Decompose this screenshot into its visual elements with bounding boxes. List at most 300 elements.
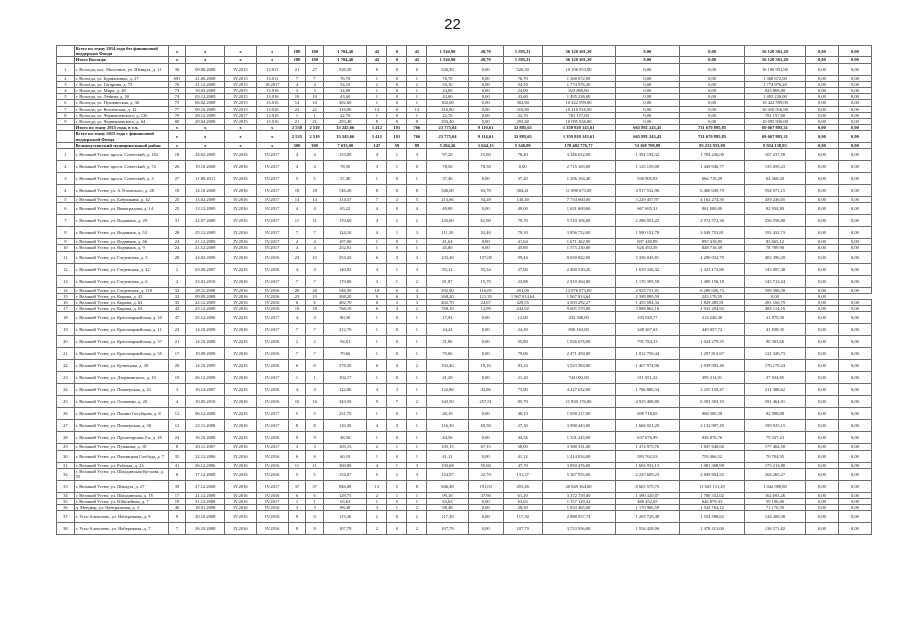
table-cell: 136 571,82 <box>744 523 805 535</box>
table-cell: IV.2015 <box>225 100 257 106</box>
table-cell: 0,00 <box>806 324 839 336</box>
table-cell: 0,00 <box>838 408 871 420</box>
table-cell: 0,00 <box>838 275 871 287</box>
table-cell: 16 <box>306 396 324 408</box>
table-cell: 4 <box>407 287 427 293</box>
table-cell: 49,00 <box>427 203 468 215</box>
table-cell: IV.2016 <box>225 287 257 293</box>
table-cell: 1 296 194,40 <box>542 173 615 185</box>
table-cell: 4 <box>367 420 387 432</box>
table-cell: 0,00 <box>806 306 839 312</box>
table-cell: 180 <box>288 57 306 63</box>
table-cell: 78,50 <box>468 161 503 173</box>
table-cell: 23 <box>306 251 324 263</box>
address-cell: г. Великий Устюг, ул. Пионерская, д. 30 <box>74 420 168 432</box>
table-cell: 2 <box>407 511 427 523</box>
subtotal-row <box>57 46 872 57</box>
table-cell: IV.2016 <box>256 251 288 263</box>
table-cell: 0,00 <box>806 251 839 263</box>
table-cell: 0,00 <box>838 149 871 161</box>
table-cell: 665 881 243,45 <box>615 125 680 131</box>
table-cell: 2 399 889,59 <box>615 293 680 299</box>
table-cell: IV.2016 <box>256 523 288 535</box>
table-cell: 9 605 570,00 <box>542 306 615 312</box>
table-cell: IV.2017 <box>256 215 288 227</box>
table-cell: 21 <box>288 119 306 125</box>
table-cell: 41,12 <box>427 450 468 462</box>
table-cell: 30 <box>57 450 75 462</box>
table-cell: 59 196,40 <box>744 499 805 505</box>
table-cell: 7 <box>306 348 324 360</box>
table-cell: 37 <box>306 480 324 492</box>
table-cell: 836 163,00 <box>542 324 615 336</box>
table-cell: 37,40 <box>427 173 468 185</box>
table-cell: 31 <box>168 215 186 227</box>
address-cell: г. Великий Устюг, ул. Водников, д. 66 <box>74 239 168 245</box>
table-cell: 1 495 226,00 <box>744 94 805 100</box>
table-cell: 14.10.2008 <box>186 185 225 197</box>
address-cell: г. Великий Устюг, ул. Кирова, д. 43 <box>74 293 168 299</box>
address-cell: г. Усть-Алексеево, ул. Набережная, д. 9 <box>74 511 168 523</box>
table-cell: 211 386,62 <box>744 384 805 396</box>
table-cell: 21.12.2009 <box>186 81 225 87</box>
table-cell: 15 <box>57 293 75 299</box>
table-cell: 4 925 408,80 <box>615 396 680 408</box>
table-cell: 2 <box>407 306 427 312</box>
table-cell: 17 <box>168 348 186 360</box>
table-cell: 10 196 953,90 <box>744 63 805 75</box>
table-cell: 4 <box>367 462 387 468</box>
table-cell: 116,30 <box>323 420 367 432</box>
table-cell: 1 704,40 <box>323 46 367 57</box>
table-cell: 78 <box>168 81 186 87</box>
table-cell: 03.12.2009 <box>186 94 225 100</box>
table-cell: 1 829 485,81 <box>680 300 745 306</box>
table-cell: 0,00 <box>615 100 680 106</box>
table-cell: 24 <box>57 384 75 396</box>
table-cell: 0,00 <box>744 293 805 299</box>
table-cell: 4 <box>367 203 387 215</box>
table-cell: 2 <box>407 81 427 87</box>
table-cell: 0,00 <box>838 336 871 348</box>
table-cell: 0,00 <box>806 81 839 87</box>
table-cell: 1 391 194,32 <box>615 149 680 161</box>
table-cell: 1 359 920 143,61 <box>542 131 615 142</box>
table-cell: 49,00 <box>503 203 542 215</box>
table-cell: 99,44 <box>503 251 542 263</box>
table-cell: 3 <box>367 161 387 173</box>
table-cell: 1 019 336,32 <box>615 263 680 275</box>
table-cell: 4 <box>288 81 306 87</box>
table-cell: 19 <box>168 372 186 384</box>
table-cell: 56 120 301,20 <box>542 46 615 57</box>
table-cell: 4 <box>306 384 324 396</box>
table-cell: 191,03 <box>468 480 503 492</box>
table-cell: 0,00 <box>838 251 871 263</box>
table-cell: 81,87 <box>427 275 468 287</box>
table-cell: 0,00 <box>468 523 503 535</box>
table-cell: 343,50 <box>323 396 367 408</box>
table-cell: 0,00 <box>806 119 839 125</box>
table-cell: 1 542 764,12 <box>680 505 745 511</box>
table-cell: 56 120 301,20 <box>542 57 615 63</box>
table-cell: 1 <box>288 112 306 118</box>
table-cell: 10 196 953,90 <box>542 63 615 75</box>
table-cell: 0 <box>387 239 407 245</box>
table-cell: IV.2016 <box>256 505 288 511</box>
table-cell: 78 789,90 <box>744 245 805 251</box>
table-cell: 177 464,58 <box>744 444 805 450</box>
table-cell: 0,00 <box>468 81 503 87</box>
table-cell: 10 <box>367 287 387 293</box>
table-cell: IV.2016 <box>225 300 257 306</box>
table-cell: 19 <box>57 324 75 336</box>
table-cell: 846,88 <box>323 480 367 492</box>
table-cell: IV.2016 <box>256 492 288 498</box>
table-cell: IV.2016 <box>225 511 257 523</box>
table-cell: 143 713,24 <box>744 275 805 287</box>
table-cell: 122,86 <box>323 384 367 396</box>
table-cell: 13.011 <box>256 75 288 81</box>
table-cell: 0,00 <box>838 348 871 360</box>
address-cell: г. Великий Устюг, ул. Дзержинского, д. 10 <box>74 372 168 384</box>
table-cell: 3 <box>407 468 427 480</box>
table-cell: 293,40 <box>427 119 468 125</box>
table-cell: 1 <box>367 173 387 185</box>
table-cell: 1 826 676,00 <box>542 336 615 348</box>
table-cell: 7 754 660,00 <box>542 197 615 203</box>
table-cell: 6 <box>288 360 306 372</box>
table-cell: 9 <box>288 432 306 444</box>
table-cell: 0,00 <box>615 119 680 125</box>
table-cell: 74 <box>168 94 186 100</box>
table-cell: 4 <box>306 239 324 245</box>
table-cell: 3 336 043,81 <box>615 251 680 263</box>
table-cell: 76,70 <box>323 75 367 81</box>
table-cell: 646,48 <box>427 480 468 492</box>
table-cell: 0 <box>387 408 407 420</box>
table-cell: 3 <box>407 227 427 239</box>
table-cell: 18 <box>288 306 306 312</box>
table-cell: 2 910 264,00 <box>542 275 615 287</box>
table-cell: 1 <box>407 324 427 336</box>
table-cell: x <box>168 131 186 142</box>
housing-register-table <box>56 45 872 535</box>
table-row <box>57 511 872 523</box>
table-cell: 1 575 230,00 <box>542 245 615 251</box>
table-cell: 1 585,21 <box>503 57 542 63</box>
table-cell: 180 <box>306 57 324 63</box>
address-cell: г. Великий Устюг, просп. Советский, д. 3 <box>74 173 168 185</box>
table-cell: 21 <box>306 119 324 125</box>
table-cell: 594 971,15 <box>744 185 805 197</box>
address-cell: г. Великий Устюг, ул. Гледенская, д. 118 <box>74 287 168 293</box>
table-cell: 3 <box>387 300 407 306</box>
table-cell: 4 <box>367 227 387 239</box>
table-cell: 0,00 <box>838 100 871 106</box>
table-cell: 107,00 <box>323 239 367 245</box>
table-cell: 2 255 159,47 <box>680 384 745 396</box>
table-cell: 11 <box>306 215 324 227</box>
table-cell: 3 <box>306 88 324 94</box>
table-cell: 63,63 <box>503 499 542 505</box>
table-cell: 7 <box>57 106 75 112</box>
table-cell: 12 <box>168 408 186 420</box>
table-cell: 35 <box>57 499 75 505</box>
table-cell: 8 <box>168 468 186 480</box>
table-cell: 1 <box>367 75 387 81</box>
address-cell: г. Великий Устюг, ул. Пашин Голубцова, д. 8 <box>74 408 168 420</box>
table-cell: 0,00 <box>615 57 680 63</box>
table-cell: 0,00 <box>838 119 871 125</box>
table-cell: 12,99 <box>468 306 503 312</box>
table-cell: 1 455 584,34 <box>615 300 680 306</box>
table-cell: 1 <box>306 372 324 384</box>
table-cell: 17.12.2008 <box>186 468 225 480</box>
table-cell: 0,00 <box>806 408 839 420</box>
table-cell: IV.2016 <box>225 384 257 396</box>
table-cell: 32 885,65 <box>503 125 542 131</box>
table-cell: 1 390 320,07 <box>615 492 680 498</box>
table-cell: 3 <box>57 173 75 185</box>
table-cell: 6 <box>387 293 407 299</box>
table-cell: 3 229 457,97 <box>615 197 680 203</box>
table-cell: 1 <box>288 372 306 384</box>
table-cell: 4 <box>367 384 387 396</box>
table-cell: 1 <box>387 263 407 275</box>
table-cell: 0,00 <box>838 197 871 203</box>
table-cell: 20 849 364,00 <box>542 480 615 492</box>
table-cell: 17,94 <box>427 312 468 324</box>
table-cell: 0,00 <box>838 161 871 173</box>
table-cell: 0,00 <box>806 275 839 287</box>
table-cell: IV.2017 <box>256 312 288 324</box>
table-cell: 3 <box>387 420 407 432</box>
table-cell: 1 323 172,80 <box>680 263 745 275</box>
table-cell: 24.02.2009 <box>186 251 225 263</box>
address-cell: г. Великий Устюг, ул. Осипенко, д. 20 <box>74 396 168 408</box>
table-cell: 13.016 <box>256 94 288 100</box>
table-cell: 1 658 217,00 <box>542 408 615 420</box>
table-cell: 7 <box>306 275 324 287</box>
table-cell: x <box>168 125 186 131</box>
table-cell: 6 280 026,73 <box>680 287 745 293</box>
table-cell: x <box>256 142 288 148</box>
table-cell: 691 <box>168 75 186 81</box>
table-cell: 0,00 <box>468 505 503 511</box>
table-cell: 0,00 <box>806 112 839 118</box>
table-cell: 7 <box>288 75 306 81</box>
table-cell: 116,30 <box>427 420 468 432</box>
table-cell: IV.2015 <box>225 81 257 87</box>
table-cell: 455,46 <box>503 480 542 492</box>
table-cell: 44,56 <box>503 432 542 444</box>
table-cell: 242,92 <box>503 306 542 312</box>
table-cell: 33 245,66 <box>323 125 367 131</box>
table-cell: 29 <box>57 444 75 450</box>
table-cell: x <box>186 142 225 148</box>
table-cell: 24 <box>168 245 186 251</box>
table-cell: 24,00 <box>427 88 468 94</box>
table-cell: 1 766 806,34 <box>615 384 680 396</box>
table-cell: 9 <box>306 511 324 523</box>
table-cell: 766 <box>407 131 427 142</box>
table-cell: 26.12.2008 <box>186 372 225 384</box>
table-cell: 0,00 <box>806 46 839 57</box>
table-cell: 0,00 <box>468 100 503 106</box>
table-row <box>57 275 872 287</box>
table-cell: 116,05 <box>468 287 503 293</box>
table-cell: 2 <box>407 215 427 227</box>
table-cell: 11 <box>288 462 306 468</box>
table-cell: 4 917 532,96 <box>615 185 680 197</box>
table-cell: 0,00 <box>468 312 503 324</box>
table-cell: 78,50 <box>427 161 468 173</box>
table-cell: 9 <box>367 396 387 408</box>
table-row <box>57 384 872 396</box>
table-cell: 2 849 694,52 <box>680 468 745 480</box>
address-cell: г. Великий Устюг, ул. Кирова, д. 62 <box>74 300 168 306</box>
table-cell: 1 <box>387 462 407 468</box>
table-cell: 31.12.2008 <box>186 499 225 505</box>
table-cell: 0,00 <box>680 106 745 112</box>
table-cell: 316,80 <box>427 106 468 112</box>
table-cell: 22.12.2009 <box>186 300 225 306</box>
table-cell: 0 <box>387 57 407 63</box>
table-cell: IV.2016 <box>256 263 288 275</box>
table-cell: 0 <box>387 372 407 384</box>
table-cell: 24,00 <box>323 88 367 94</box>
table-cell: 746,20 <box>323 185 367 197</box>
table-cell: 37,40 <box>323 173 367 185</box>
table-cell: 768,10 <box>427 306 468 312</box>
table-cell: 10.05.2010 <box>186 396 225 408</box>
table-cell: 314,37 <box>323 197 367 203</box>
table-cell: 861 000,00 <box>680 203 745 215</box>
table-cell: 180 <box>288 46 306 57</box>
table-cell: 1 368 672,00 <box>542 75 615 81</box>
table-cell: 243 178,59 <box>680 293 745 299</box>
table-cell: 7 <box>288 324 306 336</box>
table-cell: 1 <box>407 444 427 450</box>
table-cell: 731 670 895,85 <box>680 125 745 131</box>
table-cell: 0,00 <box>806 468 839 480</box>
table-cell: 0,00 <box>806 300 839 306</box>
address-cell: г. Великий Устюг, ул. Водников, д. 29 <box>74 215 168 227</box>
table-cell: 429,55 <box>503 300 542 306</box>
table-cell: 83 665,12 <box>744 239 805 245</box>
table-cell: 1 666 921,29 <box>615 420 680 432</box>
table-cell: IV.2016 <box>256 336 288 348</box>
table-cell: 0,00 <box>806 161 839 173</box>
table-cell: 22.12.2006 <box>186 450 225 462</box>
table-cell: 348 267,63 <box>615 324 680 336</box>
table-cell: 300 <box>288 142 306 148</box>
table-cell: 0,00 <box>806 239 839 245</box>
table-cell: 22 <box>306 106 324 112</box>
table-cell: 24.02.2009 <box>186 149 225 161</box>
table-cell: 6 <box>367 306 387 312</box>
table-cell: x <box>256 57 288 63</box>
table-cell: 0,00 <box>838 185 871 197</box>
table-cell: 176 179,24 <box>744 360 805 372</box>
table-cell: IV.2017 <box>256 372 288 384</box>
table-cell: 0,00 <box>468 432 503 444</box>
table-cell: 3 <box>57 81 75 87</box>
table-cell: 8 605 575,75 <box>615 480 680 492</box>
table-cell: IV.2016 <box>225 372 257 384</box>
table-cell: 11 898 673,00 <box>542 185 615 197</box>
table-cell: IV.2016 <box>225 408 257 420</box>
table-cell: 3 <box>407 300 427 306</box>
table-cell: 8 <box>57 112 75 118</box>
table-cell: 19,16 <box>468 360 503 372</box>
table-cell: 5 <box>288 468 306 480</box>
table-cell: 4 <box>306 161 324 173</box>
table-cell: 14 <box>288 197 306 203</box>
table-cell: 11 <box>306 462 324 468</box>
table-cell: 0 <box>387 203 407 215</box>
table-cell: 8 <box>407 185 427 197</box>
table-cell: 0,00 <box>838 324 871 336</box>
table-cell: 731 670 895,85 <box>680 131 745 142</box>
table-cell: 0,00 <box>838 75 871 81</box>
address-cell: г. Вологда, ул. Пушкинская, д. 36 <box>74 100 168 106</box>
table-cell: 79 <box>168 112 186 118</box>
table-cell: 3 723 936,00 <box>542 523 615 535</box>
table-cell: 2 539 <box>306 125 324 131</box>
table-cell: 193,68 <box>427 462 468 468</box>
table-cell: 48,56 <box>323 432 367 444</box>
table-cell: IV.2016 <box>225 185 257 197</box>
table-cell: 0,00 <box>838 450 871 462</box>
table-cell: 191 <box>387 131 407 142</box>
table-cell: 06.02.2008 <box>186 100 225 106</box>
table-cell: 11 830 176,00 <box>542 396 615 408</box>
table-cell: 154,07 <box>427 468 468 480</box>
table-cell: 0,00 <box>838 215 871 227</box>
table-cell: 293,40 <box>323 119 367 125</box>
table-cell: 848 716,39 <box>680 245 745 251</box>
table-cell: 79,10 <box>503 227 542 239</box>
table-cell: 0,00 <box>838 203 871 215</box>
table-cell: 0 <box>387 511 407 523</box>
table-cell: 1 967 814,64 <box>542 293 615 299</box>
table-cell: 0,00 <box>806 432 839 444</box>
table-cell: 9 <box>57 119 75 125</box>
table-cell: IV.2016 <box>256 468 288 480</box>
table-cell: 3 <box>407 251 427 263</box>
table-cell: IV.2017 <box>256 275 288 287</box>
table-cell: x <box>225 125 257 131</box>
table-cell: IV.2015 <box>225 88 257 94</box>
table-cell: 0,00 <box>468 94 503 100</box>
table-cell: 0,00 <box>615 112 680 118</box>
table-cell: 0,00 <box>806 203 839 215</box>
table-cell: 0,00 <box>468 112 503 118</box>
table-cell: 781 157,00 <box>744 112 805 118</box>
table-cell: IV.2016 <box>225 203 257 215</box>
table-cell: 1 <box>387 149 407 161</box>
table-row <box>57 420 872 432</box>
table-cell: 12 <box>168 420 186 432</box>
table-cell: 0,00 <box>838 106 871 112</box>
table-cell: 1 <box>407 492 427 498</box>
table-cell: 76,70 <box>503 75 542 81</box>
table-cell: 0,00 <box>503 161 542 173</box>
table-cell: 252,81 <box>323 245 367 251</box>
table-cell: 18 <box>288 185 306 197</box>
